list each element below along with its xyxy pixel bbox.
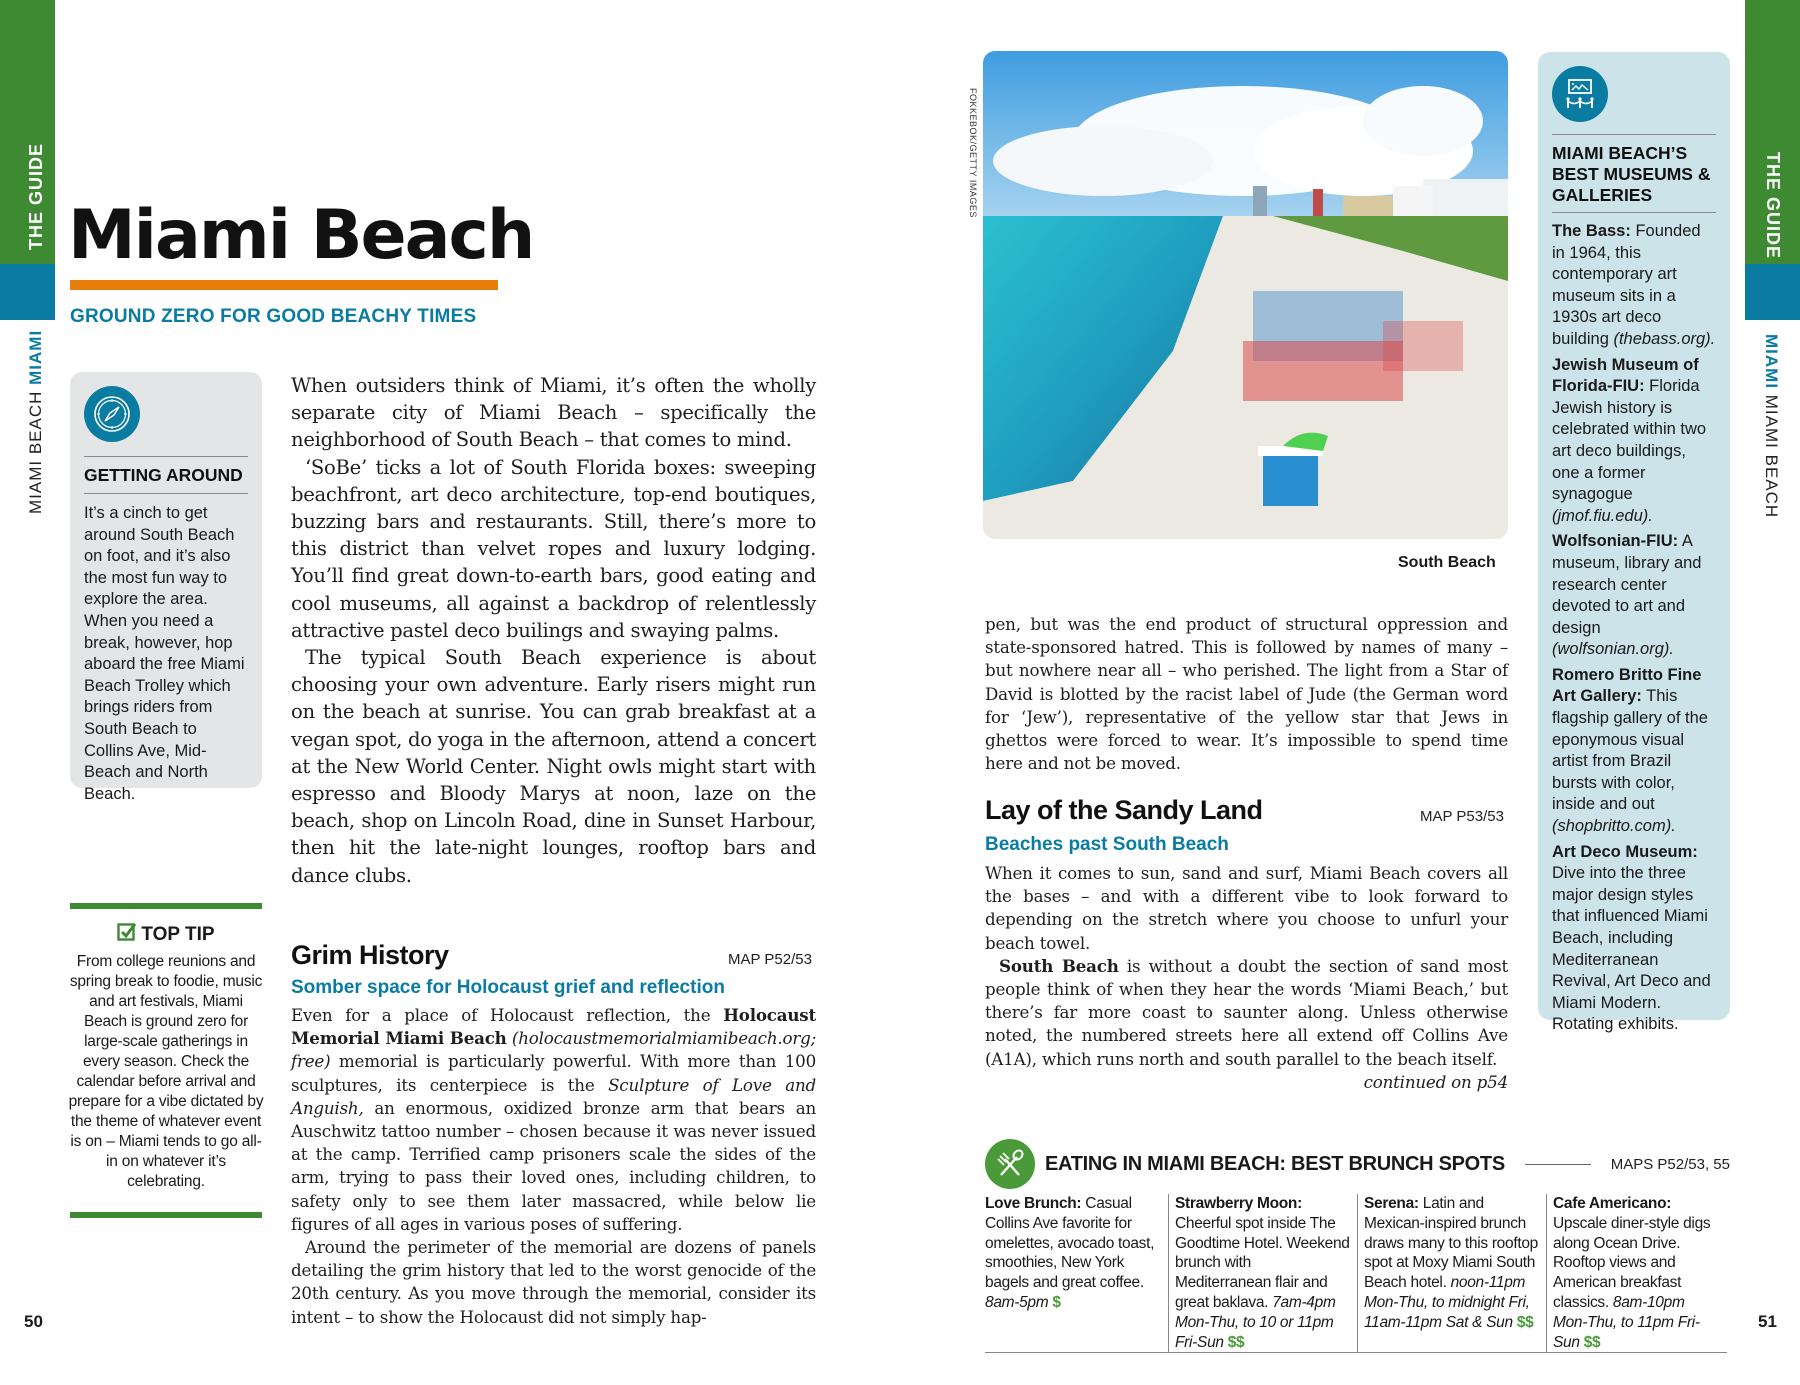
price-badge: $$ (1583, 1333, 1601, 1351)
museum-item: Art Deco Museum: Dive into the three major design styles that influenced Miami Beach, including Mediterranean Revival, Art Deco and Miami Modern. Rotating exhibits. (1552, 842, 1711, 1034)
eating-list (985, 1194, 1727, 1353)
compass-icon (84, 386, 140, 442)
title-underline (70, 280, 498, 290)
grim-history-map-ref: MAP P52/53 (728, 951, 812, 968)
top-tip-rule-bottom (70, 1212, 262, 1218)
museum-url: (wolfsonian.org). (1552, 640, 1674, 659)
grim-history-text (291, 1004, 816, 1329)
divider (1525, 1164, 1591, 1165)
holocaust-memorial-name: Holocaust Memorial Miami Beach (291, 1005, 816, 1049)
museum-url: (shopbritto.com). (1552, 817, 1676, 836)
south-beach-photo (983, 51, 1508, 539)
getting-around-heading: GETTING AROUND (84, 465, 243, 485)
fork-spoon-icon (985, 1139, 1035, 1189)
grim-history-paragraph: Around the perimeter of the memorial are dozens of panels detailing the grim history that led to the worst genocide of the 20th century. As you move through the memorial, consider its intent – to show the Holocaust did not simply hap- (291, 1237, 816, 1327)
grim-history-subheading: Somber space for Holocaust grief and reflection (291, 977, 725, 998)
divider (1552, 212, 1716, 213)
getting-around-body: It’s a cinch to get around South Beach on foot, and it’s also the most fun way to explore the area. When you need a break, however, hop aboard the free Miami Beach Trolley which brings riders from South Beach to Collins Ave, Mid-Beach and North Beach. (84, 504, 245, 803)
running-head-text: MIAMI BEACH (1762, 389, 1781, 519)
top-tip-label: TOP TIP (141, 924, 215, 945)
museum-url: (jmof.fiu.edu). (1552, 506, 1653, 525)
eating-item: Serena: Latin and Mexican-inspired brunch draws many to this rooftop spot at Moxy Miami South Beach hotel. noon-11pm Mon-Thu, to midnight Fri, 11am-11pm Sat & Sun $$ (1357, 1194, 1546, 1352)
gallery-icon (1552, 66, 1608, 122)
sandy-land-map-ref: MAP P53/53 (1420, 808, 1504, 825)
right-tab-label: THE GUIDE (1763, 152, 1783, 260)
page-title: Miami Beach (68, 196, 534, 275)
eating-section (985, 1138, 1730, 1353)
price-badge: $$ (1516, 1313, 1534, 1331)
divider (84, 456, 248, 457)
sandy-land-heading: Lay of the Sandy Land (985, 795, 1263, 825)
intro-text (291, 372, 816, 889)
museums-box (1538, 52, 1730, 1034)
top-tip-rule-top (70, 903, 262, 909)
holocaust-memorial-url: (holocaustmemorialmiamibeach.org; free) (291, 1028, 816, 1072)
price-badge: $$ (1227, 1333, 1245, 1351)
museum-item: The Bass: Founded in 1964, this contemporary art museum sits in a 1930s art deco building (thebass.org). (1552, 222, 1716, 348)
eating-heading: EATING IN MIAMI BEACH: BEST BRUNCH SPOTS (1045, 1152, 1505, 1175)
price-badge: $ (1052, 1293, 1061, 1311)
running-head-highlight: MIAMI (26, 329, 45, 385)
south-beach-name: South Beach (999, 955, 1119, 976)
running-head-highlight: MIAMI (1762, 334, 1781, 390)
left-tab-section (0, 264, 55, 320)
grim-history-paragraph: Even for a place of Holocaust reflection, the Holocaust Memorial Miami Beach (holocaustmemorialmiamibeach.org; free) memorial is particularly powerful. With more than 100 sculptures, its centerpiece is the Sculpture of Love and Anguish, an enormous, oxidized bronze arm that bears an Auschwitz tattoo number – chosen because it was never issued at the camp. Terrified camp prisoners scale the sides of the arm, trying to pass their loved ones, including children, to safety only to see them later massacred, while below lie figures of all ages in various poses of suffering. (291, 1005, 816, 1234)
running-head-text: MIAMI BEACH (26, 384, 45, 514)
sandy-land-subheading: Beaches past South Beach (985, 834, 1229, 855)
eating-header (985, 1138, 1730, 1190)
left-running-head (26, 330, 46, 514)
continued-on-link[interactable]: continued on p54 (1363, 1071, 1508, 1092)
checkbox-icon (117, 922, 137, 948)
museum-url: (thebass.org). (1613, 329, 1716, 348)
continued-text (985, 613, 1508, 775)
photo-credit: FOKKEBOK/GETTY IMAGES (968, 88, 978, 218)
top-tip-heading (66, 922, 266, 948)
museums-heading: MIAMI BEACH’S BEST MUSEUMS & GALLERIES (1552, 143, 1711, 205)
continued-paragraph: pen, but was the end product of structural oppression and state-sponsored hatred. This is followed by names of many – but nowhere near all – who perished. The light from a Star of David is blotted by the racist label of Jude (the German word for ‘Jew’), representative of the yellow star that Jews in ghettos were forced to wear. It’s impossible to spend time here and not be moved. (985, 614, 1508, 774)
eating-map-ref: MAPS P52/53, 55 (1610, 1155, 1730, 1173)
sandy-land-text (985, 862, 1508, 1094)
intro-paragraph: The typical South Beach experience is about choosing your own adventure. Early risers might run on the beach at sunrise. You can grab breakfast at a vegan spot, do yoga in the afternoon, attend a concert at the New World Center. Night owls might start with espresso and Bloody Marys at noon, laze on the beach, shop on Lincoln Road, dine in Sunset Harbour, then hit the late-night lounges, rooftop bars and dance clubs. (291, 646, 816, 887)
eating-item: Strawberry Moon: Cheerful spot inside The Goodtime Hotel. Weekend brunch with Mediterranean flair and great baklava. 7am-4pm Mon-Thu, to 10 or 11pm Fri-Sun $$ (1168, 1194, 1357, 1352)
page-number-left: 50 (24, 1312, 43, 1331)
grim-history-heading: Grim History (291, 940, 449, 970)
museums-list (1552, 221, 1716, 1036)
left-tab-label: THE GUIDE (26, 142, 46, 250)
top-tip-body: From college reunions and spring break to foodie, music and art festivals, Miami Beach is ground zero for large-scale gatherings in every season. Check the calendar before arrival and prepare for a vibe dictated by the theme of whatever event is on – Miami tends to go all-in on whatever it’s celebrating. (68, 953, 264, 1190)
divider (84, 493, 248, 494)
intro-paragraph: When outsiders think of Miami, it’s often the wholly separate city of Miami Beach – specifically the neighborhood of South Beach – that comes to mind. (291, 374, 816, 452)
sandy-land-paragraph: South Beach is without a doubt the section of sand most people think of when they hear the words ‘Miami Beach,’ but there’s far more coast to saunter along. Unless otherwise noted, the numbered streets here all extend off Collins Ave (A1A), which runs north and south parallel to the beach itself. (985, 955, 1508, 1069)
eating-item: Love Brunch: Casual Collins Ave favorite for omelettes, avocado toast, smoothies, New York bagels and great coffee. 8am-5pm $ (985, 1195, 1155, 1311)
divider (1552, 134, 1716, 135)
page-number-right: 51 (1758, 1312, 1777, 1331)
sandy-land-paragraph: When it comes to sun, sand and surf, Miami Beach covers all the bases – and with a different vibe to look forward to depending on the stretch where you choose to unfurl your beach towel. (985, 863, 1508, 953)
top-tip (66, 922, 266, 1192)
eating-item: Cafe Americano: Upscale diner-style digs along Ocean Drive. Rooftop views and American breakfast classics. 8am-10pm Mon-Thu, to 11pm Fri-Sun $$ (1546, 1194, 1727, 1352)
right-running-head (1761, 334, 1781, 518)
right-tab-section (1745, 264, 1800, 320)
intro-paragraph: ‘SoBe’ ticks a lot of South Florida boxes: sweeping beachfront, art deco architecture, top-end boutiques, buzzing bars and restaurants. Still, there’s more to this district than velvet ropes and luxury lodging. You’ll find great down-to-earth bars, good eating and cool museums, all against a backdrop of relentlessly attractive pastel deco builings and swaying palms. (291, 455, 816, 642)
getting-around-box (70, 372, 262, 803)
museum-item: Romero Britto Fine Art Gallery: This flagship gallery of the eponymous visual artist from Brazil bursts with color, inside and out (shopbritto.com). (1552, 665, 1708, 836)
page-kicker: GROUND ZERO FOR GOOD BEACHY TIMES (70, 306, 477, 327)
museum-item: Wolfsonian-FIU: A museum, library and research center devoted to art and design (wolfsonian.org). (1552, 532, 1702, 659)
museum-item: Jewish Museum of Florida-FIU: Florida Jewish history is celebrated within two art deco buildings, one a former synagogue (jmof.fiu.edu). (1552, 355, 1707, 525)
photo-caption: South Beach (1398, 554, 1496, 571)
